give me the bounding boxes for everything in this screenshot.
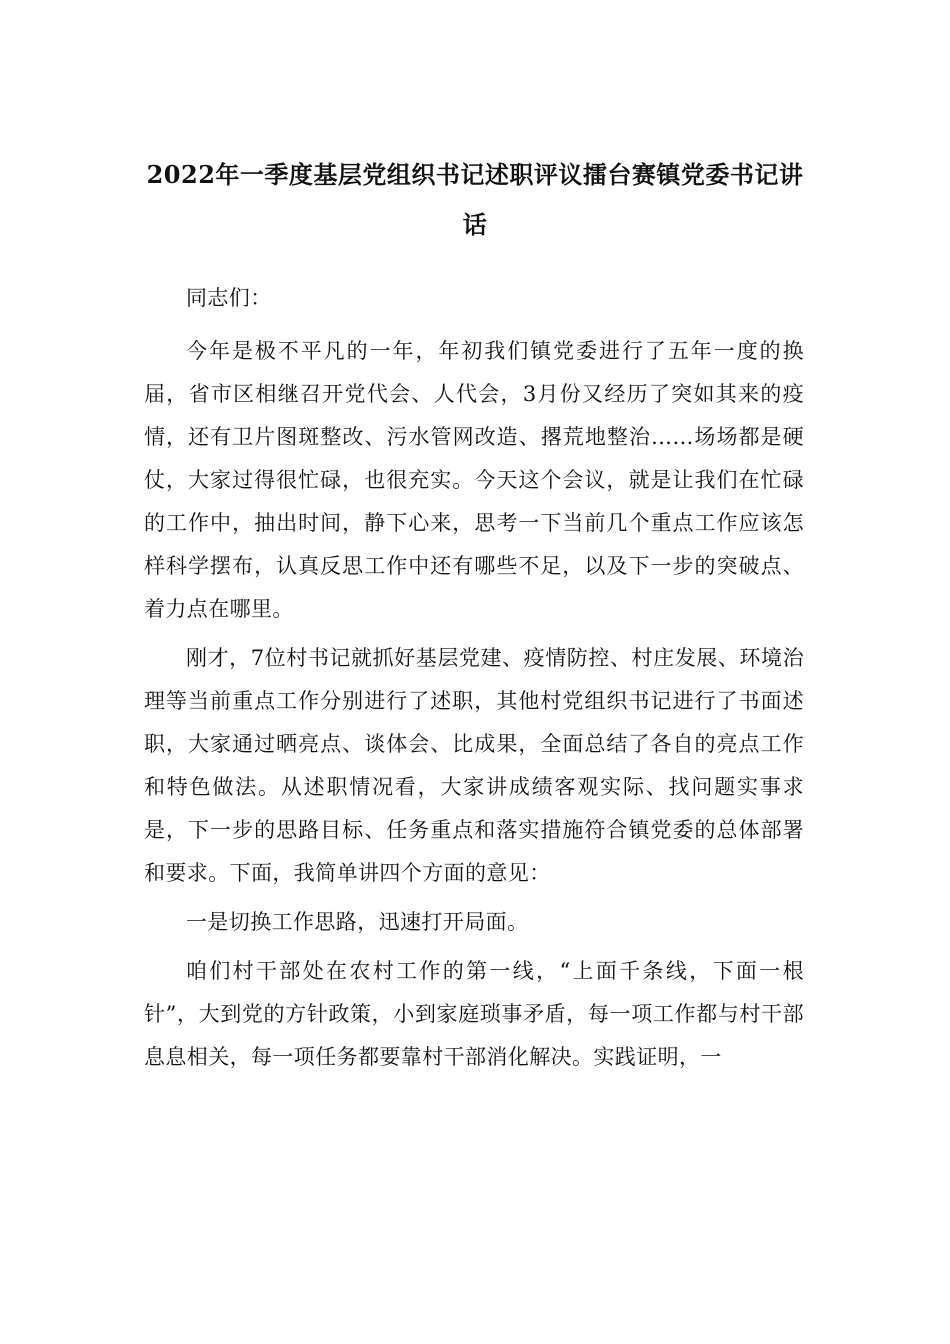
document-body [144, 277, 804, 1085]
salutation: 同志们： [186, 286, 272, 310]
paragraph-2: 刚才，7位村书记就抓好基层党建、疫情防控、村庄发展、环境治理等当前重点工作分别进行了述职，其他村党组织书记进行了书面述职，大家通过晒亮点、谈体会、比成果，全面总结了各自的亮点工作和特色做法。从述职情况看，大家讲成绩客观实际、找问题实事求是，下一步的思路目标、任务重点和落实措施符合镇党委的总体部署和要求。下面，我简单讲四个方面的意见： [144, 646, 804, 885]
paragraph-3: 一是切换工作思路，迅速打开局面。 [186, 910, 529, 934]
document-title: 2022年一季度基层党组织书记述职评议擂台赛镇党委书记讲话 [146, 160, 804, 239]
paragraph-4: 咱们村干部处在农村工作的第一线，“上面千条线，下面一根针”，大到党的方针政策，小到家庭琐事矛盾，每一项工作都与村干部息息相关，每一项任务都要靠村干部消化解决。实践证明，一 [144, 959, 804, 1069]
paragraph-1: 今年是极不平凡的一年，年初我们镇党委进行了五年一度的换届，省市区相继召开党代会、人代会，3月份又经历了突如其来的疫情，还有卫片图斑整改、污水管网改造、撂荒地整治……场场都是硬仗，大家过得很忙碌，也很充实。今天这个会议，就是让我们在忙碌的工作中，抽出时间，静下心来，思考一下当前几个重点工作应该怎样科学摆布，认真反思工作中还有哪些不足，以及下一步的突破点、着力点在哪里。 [144, 339, 804, 621]
